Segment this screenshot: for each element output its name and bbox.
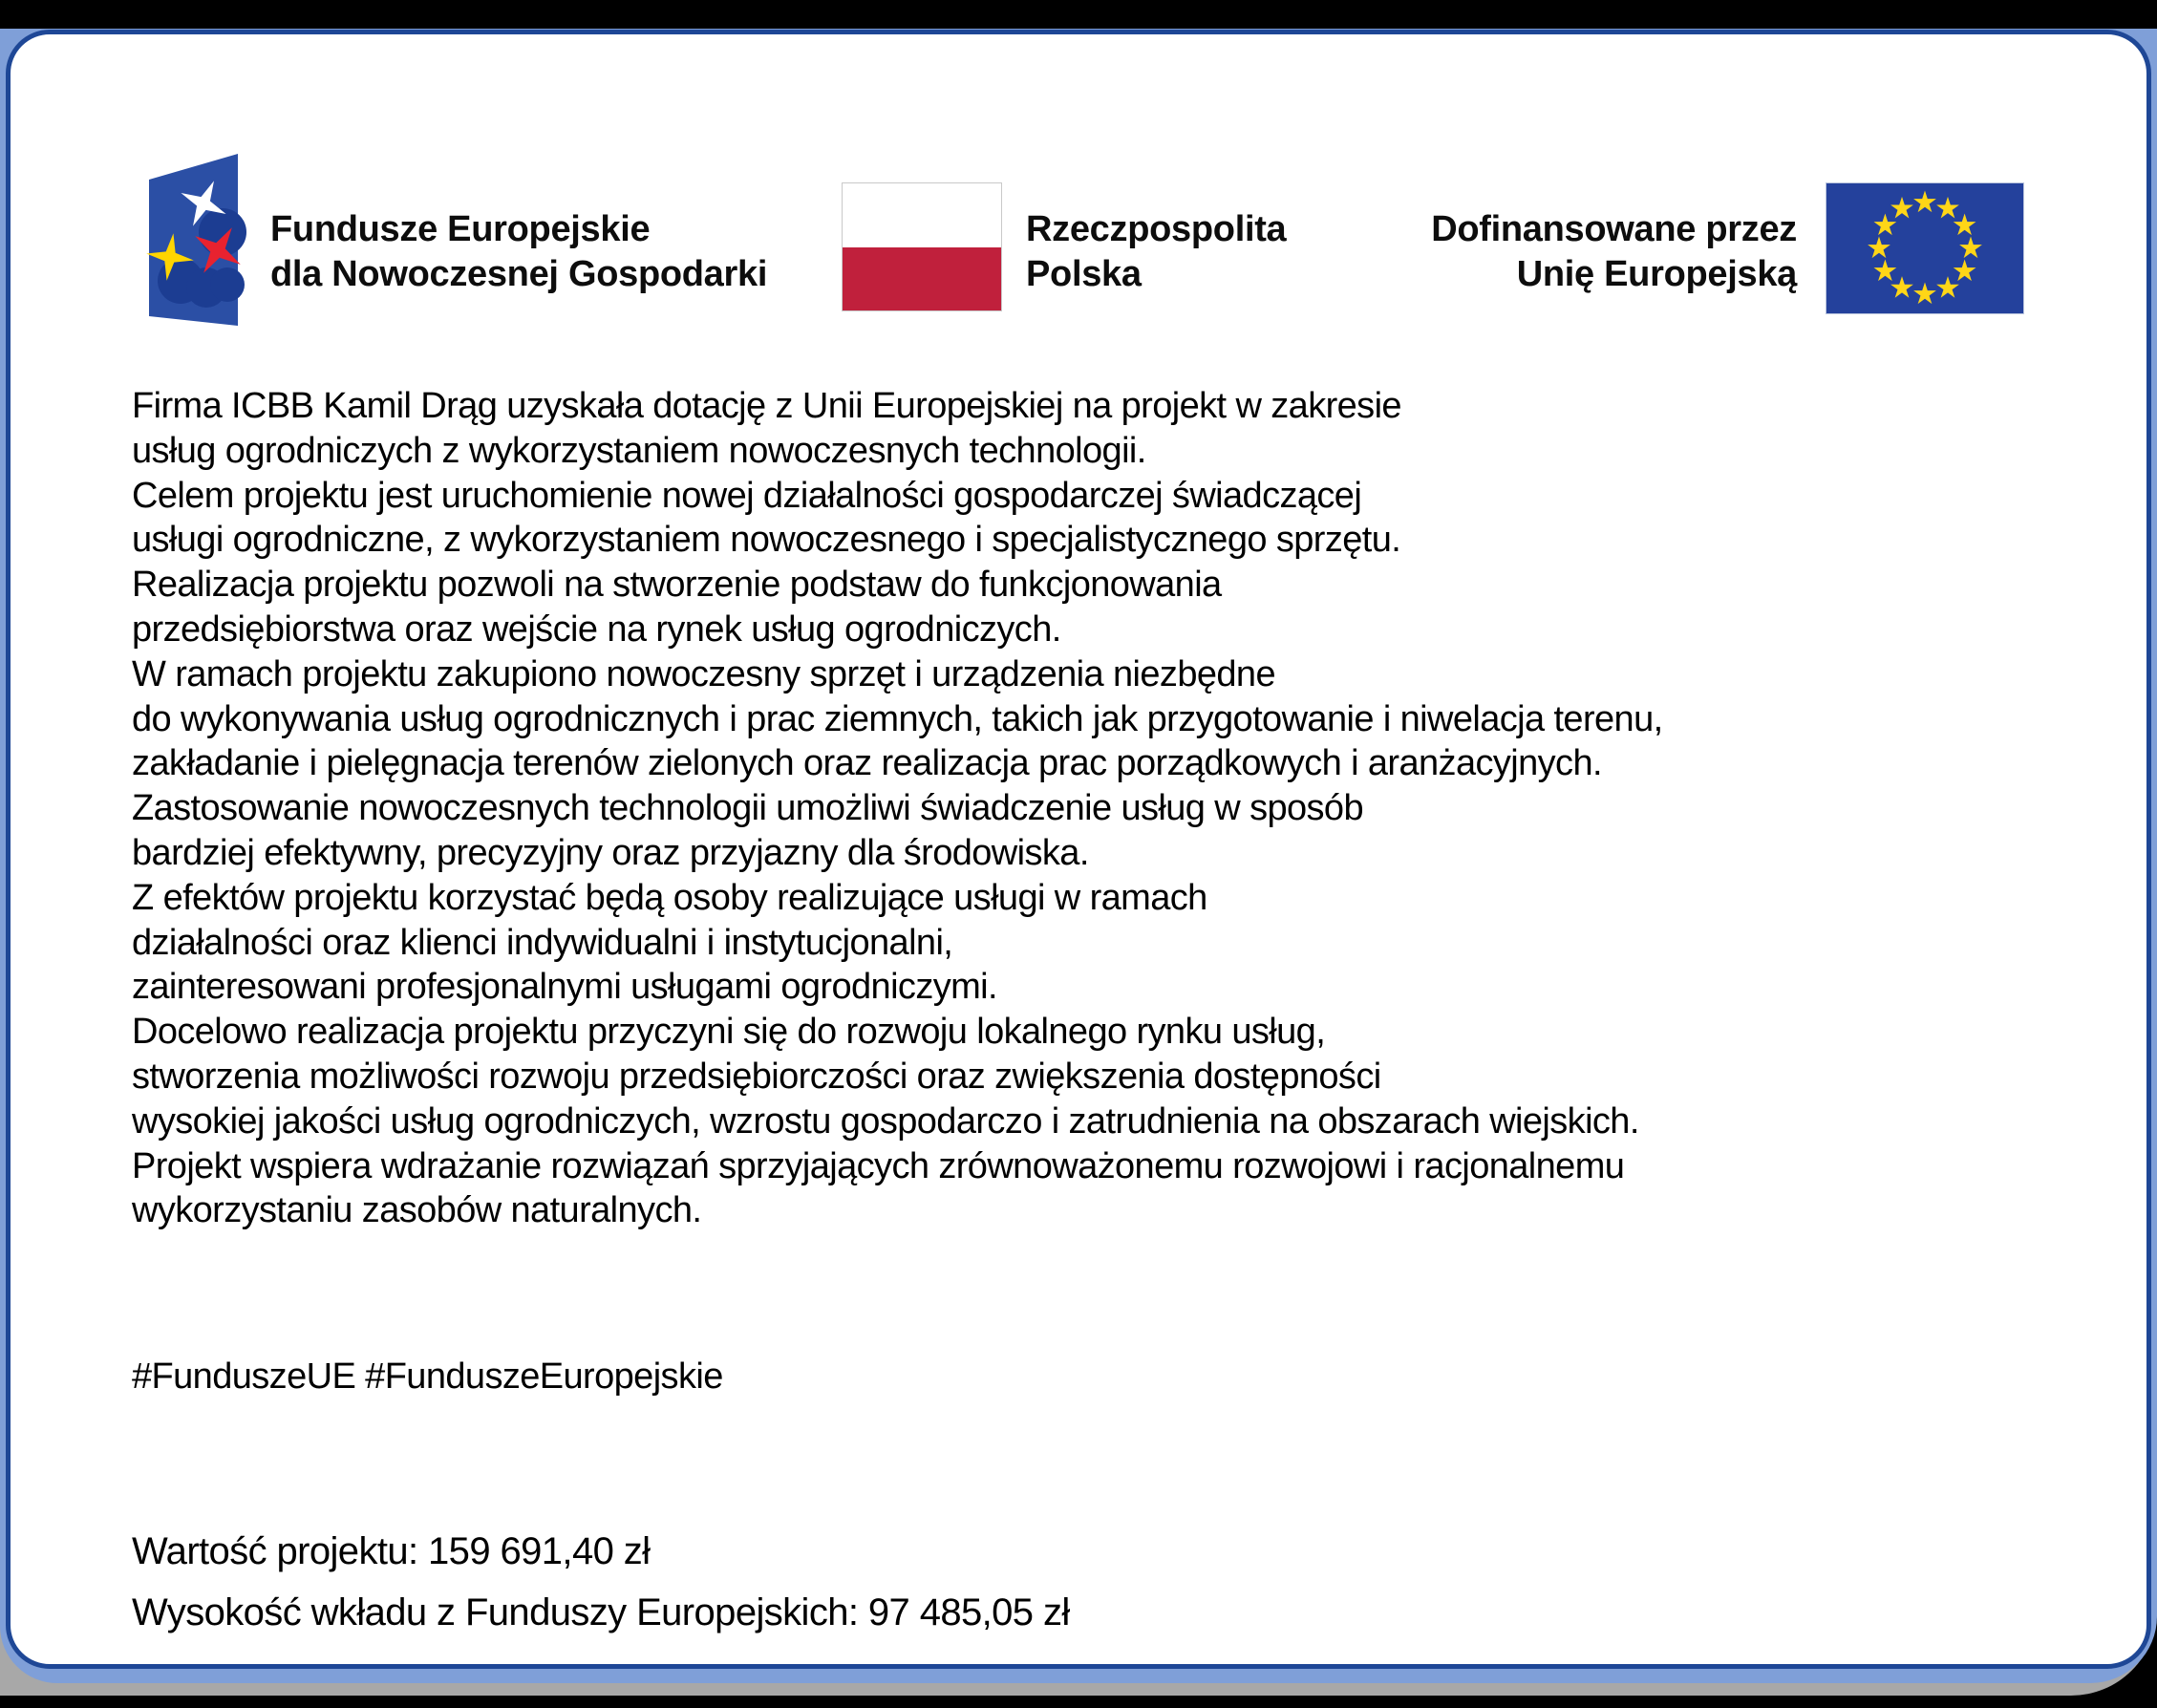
eu-funding-line1: Dofinansowane przez: [1431, 209, 1797, 249]
body-line: zakładanie i pielęgnacja terenów zielonych oraz realizacja prac porządkowych i aranżacyjnych.: [132, 743, 1602, 784]
body-line: Firma ICBB Kamil Drąg uzyskała dotację z Unii Europejskiej na projekt w zakresie: [132, 386, 1401, 426]
body-line: przedsiębiorstwa oraz wejście na rynek usług ogrodniczych.: [132, 608, 1061, 650]
poland-flag-white-stripe: [843, 183, 1001, 247]
project-value: Wartość projektu: 159 691,40 zł: [132, 1530, 651, 1572]
body-line: Zastosowanie nowoczesnych technologii umożliwi świadczenie usług w sposób: [132, 788, 1364, 829]
body-line: stworzenia możliwości rozwoju przedsiębiorczości oraz zwiększenia dostępności: [132, 1056, 1381, 1097]
body-line: do wykonywania usług ogrodnicznych i prac ziemnych, takich jak przygotowanie i niwelacja terenu,: [132, 698, 1663, 739]
body-line: zainteresowani profesjonalnymi usługami ogrodniczymi.: [132, 967, 997, 1008]
poland-text: [1026, 207, 1286, 297]
body-line: Docelowo realizacja projektu przyczyni się do rozwoju lokalnego rynku usług,: [132, 1012, 1326, 1053]
body-line: usługi ogrodniczne, z wykorzystaniem nowoczesnego i specjalistycznego sprzętu.: [132, 520, 1401, 561]
hashtags-line: #FunduszeUE #FunduszeEuropejskie: [132, 1356, 723, 1397]
poland-line1: Rzeczpospolita: [1026, 209, 1287, 249]
body-line: Z efektów projektu korzystać będą osoby realizujące usługi w ramach: [132, 877, 1207, 918]
body-line: Celem projektu jest uruchomienie nowej działalności gospodarczej świadczącej: [132, 475, 1362, 516]
project-description: [132, 384, 1663, 1233]
poland-line2: Polska: [1026, 254, 1142, 294]
info-card: [6, 30, 2151, 1669]
fe-logo-line2: dla Nowoczesnej Gospodarki: [270, 254, 768, 294]
body-line: usług ogrodniczych z wykorzystaniem nowoczesnych technologii.: [132, 430, 1146, 471]
poland-flag-red-stripe: [843, 247, 1001, 311]
fe-logo-text: [270, 207, 767, 297]
body-line: bardziej efektywny, precyzyjny oraz przyjazny dla środowiska.: [132, 832, 1089, 873]
poland-flag-icon: [842, 182, 1002, 311]
fe-logo-line1: Fundusze Europejskie: [270, 209, 651, 249]
fe-flag-icon: [147, 151, 243, 329]
body-line: Realizacja projektu pozwoli na stworzenie podstaw do funkcjonowania: [132, 565, 1222, 606]
body-line: wysokiej jakości usług ogrodniczych, wzrostu gospodarczo i zatrudnienia na obszarach wiejskich.: [132, 1100, 1639, 1142]
body-line: wykorzystaniu zasobów naturalnych.: [132, 1190, 702, 1231]
body-line: działalności oraz klienci indywidualni i instytucjonalni,: [132, 922, 953, 963]
eu-funding-line2: Unię Europejską: [1516, 254, 1797, 294]
body-line: W ramach projektu zakupiono nowoczesny sprzęt i urządzenia niezbędne: [132, 653, 1275, 694]
eu-flag-icon: [1826, 182, 2024, 314]
eu-contribution: Wysokość wkładu z Funduszy Europejskich: 97 485,05 zł: [132, 1591, 1070, 1633]
body-line: Projekt wspiera wdrażanie rozwiązań sprzyjających zrównoważonemu rozwojowi i racjonalnemu: [132, 1145, 1625, 1186]
eu-funding-text: [1329, 207, 1797, 297]
